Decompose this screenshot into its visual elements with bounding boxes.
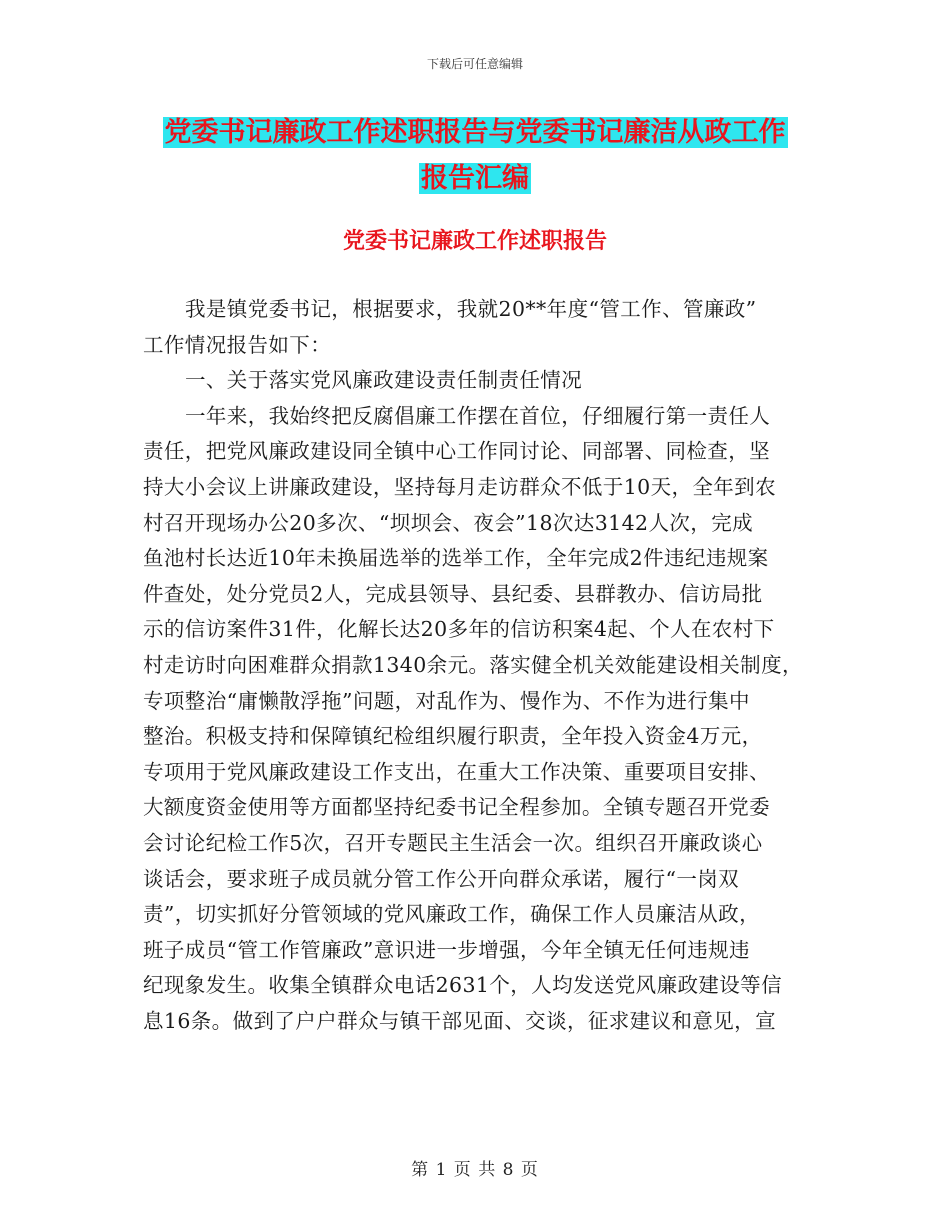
- document-title-line-1-text: 党委书记廉政工作述职报告与党委书记廉洁从政工作: [164, 117, 786, 148]
- text-line: 一、关于落实党风廉政建设责任制责任情况: [185, 368, 583, 393]
- text-line: 我是镇党委书记，根据要求，我就20**年度“管工作、管廉政”: [185, 297, 757, 321]
- document-title: [140, 110, 810, 202]
- text-line: 责”，切实抓好分管领域的党风廉政工作，确保工作人员廉洁从政，: [143, 902, 760, 927]
- text-line: 谈话会，要求班子成员就分管工作公开向群众承诺，履行“一岗双: [143, 866, 740, 891]
- text-line: 持大小会议上讲廉政建设，坚持每月走访群众不低于10天，全年到农: [143, 474, 776, 499]
- text-line: 专项用于党风廉政建设工作支出，在重大工作决策、重要项目安排、: [143, 759, 770, 784]
- header-note: 下载后可任意编辑: [426, 57, 523, 71]
- text-line: 大额度资金使用等方面都坚持纪委书记全程参加。全镇专题召开党委: [143, 795, 770, 820]
- document-title-line-2: [140, 156, 810, 202]
- text-line: 工作情况报告如下：: [143, 332, 332, 357]
- body-text: [143, 292, 813, 1039]
- text-line: 一年来，我始终把反腐倡廉工作摆在首位，仔细履行第一责任人: [185, 403, 771, 428]
- document-title-line-2-text: 报告汇编: [421, 163, 529, 194]
- text-line: 纪现象发生。收集全镇群众电话2631个，人均发送党风廉政建设等信: [143, 973, 782, 998]
- text-line: 村召开现场办公20多次、“坝坝会、夜会”18次达3142人次，完成: [143, 510, 754, 535]
- text-line: 示的信访案件31件，化解长达20多年的信访积案4起、个人在农村下: [143, 617, 775, 642]
- text-line: 会讨论纪检工作5次，召开专题民主生活会一次。组织召开廉政谈心: [143, 830, 763, 855]
- text-line: 专项整治“庸懒散浮拖”问题，对乱作为、慢作为、不作为进行集中: [143, 688, 750, 713]
- text-line: 件查处，处分党员2人，完成县领导、县纪委、县群教办、信访局批: [143, 581, 763, 606]
- text-line: 责任，把党风廉政建设同全镇中心工作同讨论、同部署、同检查，坚: [143, 439, 770, 464]
- page-footer: 第 1 页 共 8 页: [411, 1160, 539, 1180]
- text-line: 息16条。做到了户户群众与镇干部见面、交谈，征求建议和意见，宣: [143, 1008, 776, 1033]
- text-line: 村走访时向困难群众捐款1340余元。落实健全机关效能建设相关制度，: [143, 652, 803, 677]
- text-line: 班子成员“管工作管廉政”意识进一步增强，今年全镇无任何违规违: [143, 937, 750, 962]
- document-title-line-1: [140, 110, 810, 156]
- text-line: 整治。积极支持和保障镇纪检组织履行职责，全年投入资金4万元，: [143, 724, 763, 749]
- text-line: 鱼池村长达近10年未换届选举的选举工作，全年完成2件违纪违规案: [143, 546, 769, 571]
- section-title: 党委书记廉政工作述职报告: [342, 228, 607, 254]
